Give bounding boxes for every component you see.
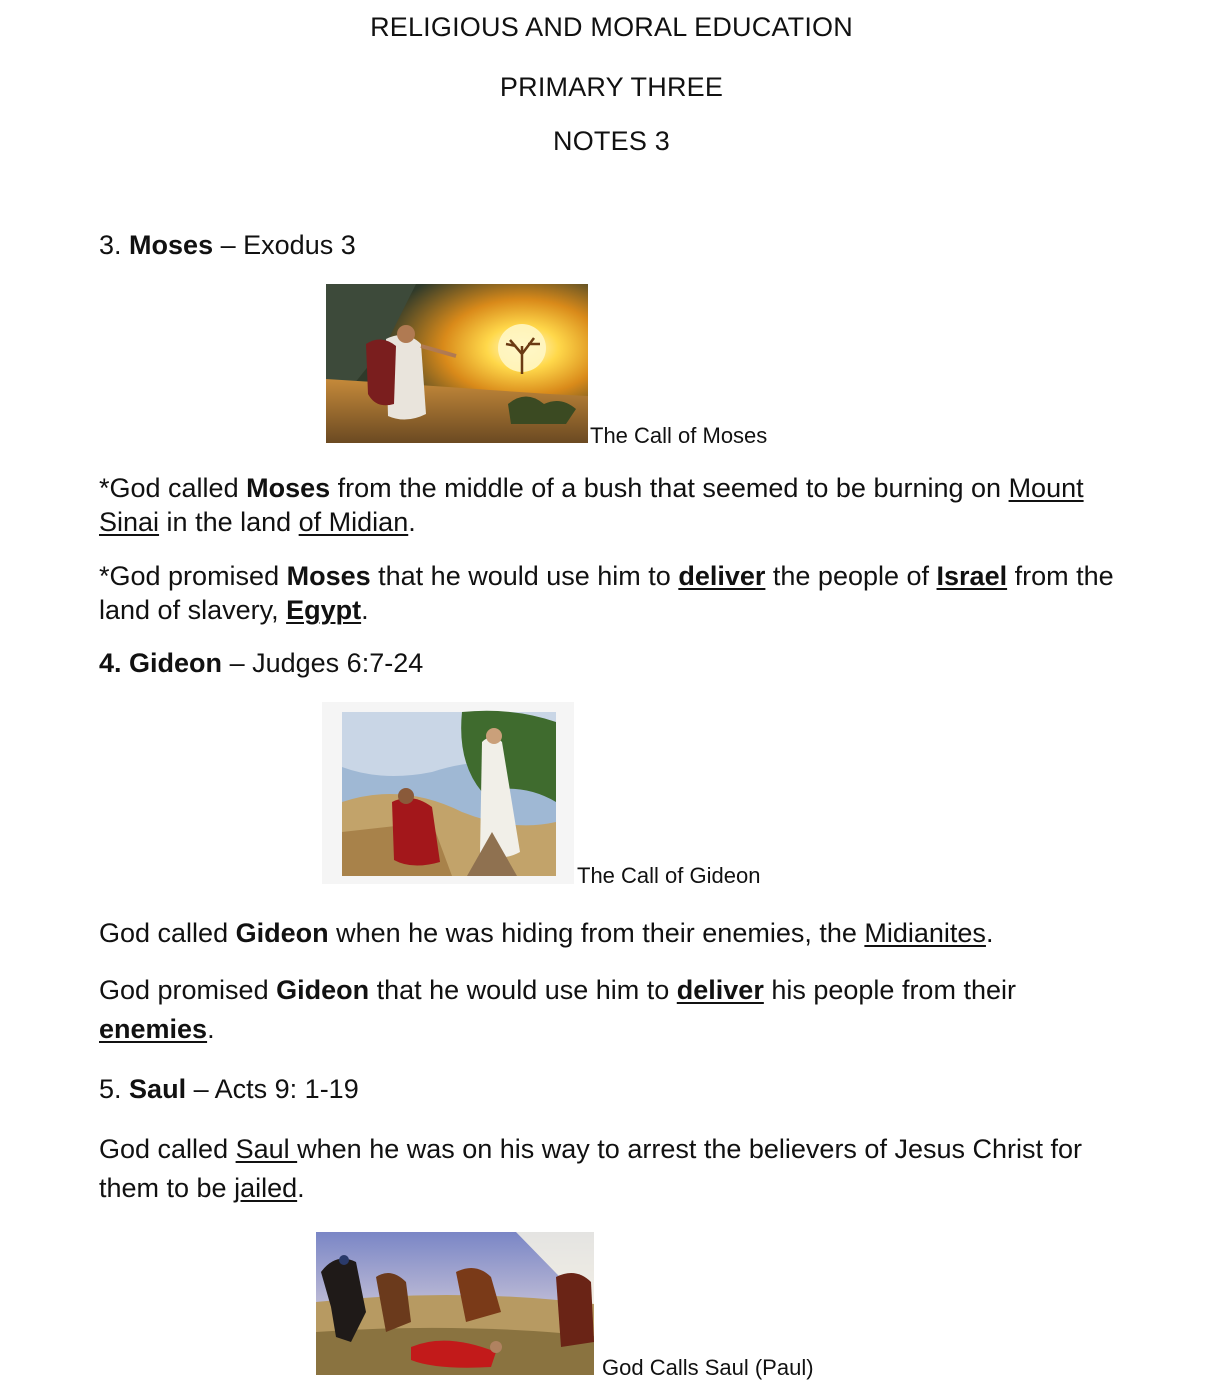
gideon-angel-image bbox=[322, 702, 574, 884]
moses-image-caption: The Call of Moses bbox=[590, 423, 768, 448]
section-reference: Exodus 3 bbox=[243, 230, 356, 260]
text: from the middle of a bush that seemed to be burning on bbox=[330, 473, 1009, 503]
text: God called bbox=[99, 1134, 236, 1164]
section-name: Moses bbox=[129, 230, 214, 260]
text: in the land bbox=[159, 507, 299, 537]
saul-road-to-damascus-image bbox=[316, 1232, 594, 1375]
section-number: 3. bbox=[99, 230, 122, 260]
underlined-term: Midianites bbox=[864, 918, 986, 948]
moses-paragraph-2 bbox=[99, 559, 1129, 627]
section-dash: – bbox=[229, 648, 245, 678]
section-name: Saul bbox=[129, 1074, 187, 1104]
bold-name: Gideon bbox=[235, 918, 329, 948]
class-level: PRIMARY THREE bbox=[499, 72, 724, 102]
notes-number: NOTES 3 bbox=[553, 126, 670, 156]
text: that he would use him to bbox=[370, 561, 679, 591]
underlined-term: deliver bbox=[678, 561, 766, 591]
text: from the land of slavery, bbox=[99, 561, 1114, 625]
underlined-term: enemies bbox=[99, 1014, 208, 1044]
gideon-paragraph-1 bbox=[99, 916, 1129, 950]
text: that he would use him to bbox=[369, 975, 677, 1005]
gideon-image-caption: The Call of Gideon bbox=[577, 863, 761, 888]
bold-name: Gideon bbox=[276, 975, 370, 1005]
saul-image-caption: God Calls Saul (Paul) bbox=[602, 1355, 814, 1380]
section-reference: Acts 9: 1-19 bbox=[214, 1074, 359, 1104]
text: God promised bbox=[99, 975, 277, 1005]
moses-burning-bush-image bbox=[326, 284, 588, 443]
text: . bbox=[207, 1014, 215, 1044]
section-dash: – bbox=[193, 1074, 209, 1104]
section-dash: – bbox=[220, 230, 236, 260]
underlined-term: Israel bbox=[936, 561, 1008, 591]
moses-paragraph-1 bbox=[99, 471, 1129, 539]
bold-name: Moses bbox=[246, 473, 331, 503]
gideon-paragraph-2 bbox=[99, 971, 1129, 1049]
text: . bbox=[297, 1173, 305, 1203]
text: when he was hiding from their enemies, the bbox=[328, 918, 865, 948]
section-heading-saul bbox=[99, 1074, 359, 1105]
text: *God called bbox=[99, 473, 247, 503]
section-heading-moses bbox=[99, 230, 356, 261]
text: . bbox=[361, 595, 369, 625]
document-title: RELIGIOUS AND MORAL EDUCATION bbox=[370, 12, 853, 42]
text: when he was on his way to arrest the believers of Jesus Christ for them to be bbox=[99, 1134, 1082, 1203]
underlined-term: deliver bbox=[676, 975, 764, 1005]
underlined-term: Saul bbox=[235, 1134, 298, 1164]
underlined-term: Mount Sinai bbox=[99, 473, 1084, 537]
text: . bbox=[985, 918, 994, 948]
bold-name: Moses bbox=[286, 561, 371, 591]
underlined-term: Egypt bbox=[286, 595, 362, 625]
section-heading-gideon bbox=[99, 648, 423, 679]
text: God called bbox=[99, 918, 236, 948]
section-name: Gideon bbox=[129, 648, 223, 678]
text: *God promised bbox=[99, 561, 287, 591]
section-number: 4. bbox=[99, 648, 122, 678]
saul-paragraph-1 bbox=[99, 1130, 1129, 1208]
text: the people of bbox=[765, 561, 937, 591]
underlined-term: of Midian bbox=[298, 507, 409, 537]
section-reference: Judges 6:7-24 bbox=[252, 648, 424, 678]
section-number: 5. bbox=[99, 1074, 122, 1104]
underlined-term: jailed bbox=[234, 1173, 298, 1203]
text: . bbox=[408, 507, 416, 537]
text: his people from their bbox=[763, 975, 1016, 1005]
